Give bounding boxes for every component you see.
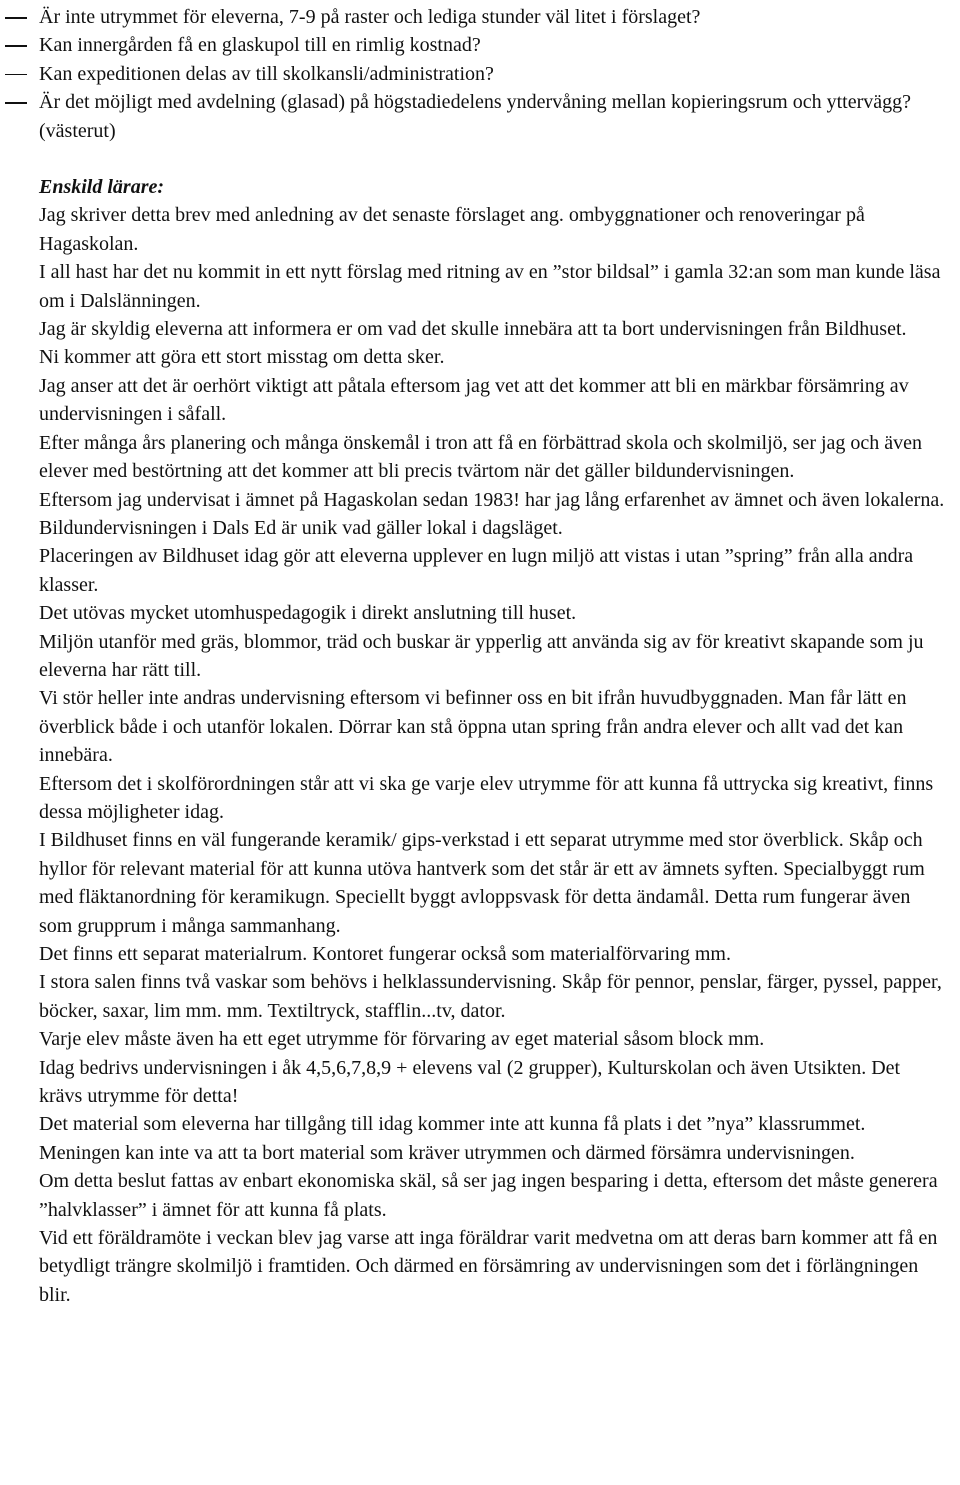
question-text: Är det möjligt med avdelning (glasad) på högstadiedelens yndervåning mellan kopieringsrum och yttervägg? (västerut) [39, 91, 911, 142]
paragraph: Eftersom det i skolförordningen står att vi ska ge varje elev utrymme för att kunna få uttrycka sig kreativt, finns dessa möjligheter idag. [39, 772, 934, 823]
paragraph: Varje elev måste även ha ett eget utrymme för förvaring av eget material såsom block mm. [39, 1028, 765, 1051]
paragraph: Jag skriver detta brev med anledning av det senaste förslaget ang. ombyggnationer och renoveringar på Hagaskolan. [39, 204, 865, 255]
question-text: Kan innergården få en glaskupol till en rimlig kostnad? [39, 34, 481, 57]
question-item [39, 88, 948, 145]
paragraph: Idag bedrivs undervisningen i åk 4,5,6,7,8,9 + elevens val (2 grupper), Kulturskolan och även Utsikten. Det krävs utrymme för detta! [39, 1056, 901, 1108]
question-item [39, 60, 948, 88]
paragraph: Jag är skyldig eleverna att informera er om vad det skulle innebära att ta bort undervisningen från Bildhuset. [39, 318, 907, 341]
paragraph: I stora salen finns två vaskar som behövs i helklassundervisning. Skåp för pennor, penslar, färger, pyssel, papper, böcker, saxar, lim mm. mm. Textiltryck, stafflin...tv, dator. [39, 971, 942, 1022]
paragraph: Ni kommer att göra ett stort misstag om detta sker. [39, 346, 445, 369]
paragraph: Om detta beslut fattas av enbart ekonomiska skäl, så ser jag ingen besparing i detta, eftersom det måste generera ”halvklasser” i ämnet för att kunna få plats. [39, 1170, 938, 1221]
paragraph: Eftersom jag undervisat i ämnet på Hagaskolan sedan 1983! har jag lång erfarenhet av ämnet och även lokalerna. [39, 488, 945, 511]
question-item [39, 3, 948, 31]
question-item [39, 31, 948, 59]
paragraph: Efter många års planering och många önskemål i tron att få en förbättrad skola och skolmiljö, ser jag och även elever med bestörtning att det kommer att bli precis tvärtom när det gäller bildundervisningen. [39, 431, 923, 483]
paragraph: Meningen kan inte va att ta bort material som kräver utrymmen och därmed försämra undervisningen. [39, 1141, 855, 1164]
question-text: Är inte utrymmet för eleverna, 7-9 på raster och lediga stunder väl litet i förslaget? [39, 6, 701, 28]
paragraph: I Bildhuset finns en väl fungerande keramik/ gips-verkstad i ett separat utrymme med stor överblick. Skåp och hyllor för relevant material för att kunna utöva hantverk som det står är ett av ämnets syften. Specialbyggt rum med fläktanordning för keramikugn. Speciellt byggt avloppsvask för detta ändamål. Detta rum fungerar även som grupprum i många sammanhang. [39, 829, 925, 937]
paragraph: Vid ett föräldramöte i veckan blev jag varse att inga föräldrar varit medvetna om att deras barn kommer att få en betydligt trängre skolmiljö i framtiden. Och därmed en försämring av undervisningen som det i förlängningen blir. [39, 1227, 938, 1306]
paragraph: I all hast har det nu kommit in ett nytt förslag med ritning av en ”stor bildsal” i gamla 32:an som man kunde läsa om i Dalslänningen. [39, 261, 941, 312]
paragraph: Jag anser att det är oerhört viktigt att påtala eftersom jag vet att det kommer att bli en märkbar försämring av undervisningen i såfall. [39, 374, 909, 426]
paragraph: Placeringen av Bildhuset idag gör att eleverna upplever en lugn miljö att vistas i utan ”spring” från alla andra klasser. [39, 545, 914, 596]
questions-list [39, 3, 948, 145]
paragraph: Vi stör heller inte andras undervisning eftersom vi befinner oss en bit ifrån huvudbyggnaden. Man får lätt en överblick både i och utanför lokalen. Dörrar kan stå öppna utan spring från andra elever och allt vad det kan innebära. [39, 687, 907, 767]
letter-body [39, 201, 948, 1309]
paragraph: Det finns ett separat materialrum. Kontoret fungerar också som materialförvaring mm. [39, 943, 731, 965]
paragraph: Miljön utanför med gräs, blommor, träd och buskar är ypperlig att använda sig av för kreativt skapande som ju eleverna har rätt till. [39, 630, 924, 681]
paragraph: Det utövas mycket utomhuspedagogik i direkt anslutning till huset. [39, 602, 577, 625]
question-text: Kan expeditionen delas av till skolkansli/administration? [39, 62, 494, 85]
paragraph: Det material som eleverna har tillgång till idag kommer inte att kunna få plats i det ”nya” klassrummet. [39, 1113, 866, 1136]
section-heading: Enskild lärare: [39, 176, 165, 199]
paragraph: Bildundervisningen i Dals Ed är unik vad gäller lokal i dagsläget. [39, 516, 563, 539]
